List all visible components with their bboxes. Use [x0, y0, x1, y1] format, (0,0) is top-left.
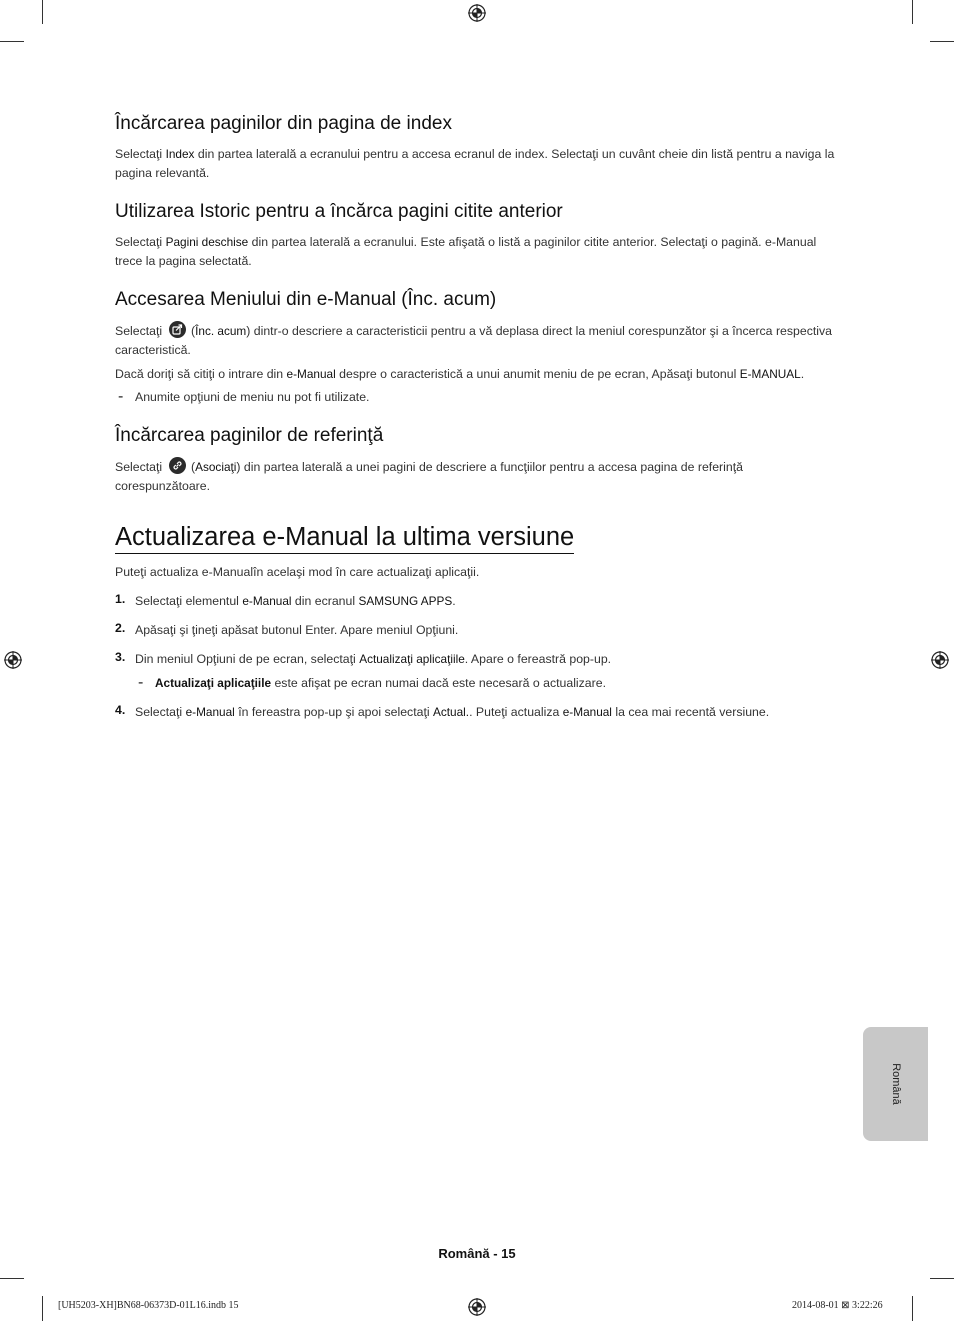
- list-item: 2. Apăsaţi şi ţineţi apăsat butonul Enter. Apare meniul Opţiuni.: [115, 621, 459, 637]
- intro-paragraph: Puteţi actualiza e-Manualîn acelaşi mod în care actualizaţi aplicaţii.: [115, 565, 480, 579]
- section-heading: Utilizarea Istoric pentru a încărca pagini citite anterior: [115, 201, 563, 222]
- crop-mark: [930, 41, 954, 42]
- list-item: 4. Selectaţi e-Manual în fereastra pop-up şi apoi selectaţi Actual.. Puteţi actualiza e-Manual la cea mai recentă versiune.: [115, 703, 770, 719]
- section-heading: Încărcarea paginilor din pagina de index: [115, 113, 452, 134]
- language-tab: [863, 1027, 928, 1141]
- crop-mark: [930, 1278, 954, 1279]
- register-mark-icon: [3, 650, 23, 670]
- section-reference: [115, 424, 841, 496]
- footer-file-info: [UH5203-XH]BN68-06373D-01L16.indb 15: [58, 1300, 239, 1311]
- register-mark-icon: [930, 650, 950, 670]
- list-item: 3. Din meniul Opţiuni de pe ecran, selectaţi Actualizaţi aplicaţiile. Apare o fereastră pop-up.: [115, 650, 612, 666]
- list-item: 1. Selectaţi elementul e-Manual din ecranul SAMSUNG APPS.: [115, 592, 456, 608]
- note: - Anumite opţiuni de meniu nu pot fi utilizate.: [118, 388, 370, 405]
- menu-term: Înc. acum: [195, 324, 247, 338]
- section-heading: Accesarea Meniului din e-Manual (Înc. acum): [115, 289, 497, 310]
- section-paragraph: Selectaţi Pagini deschise din partea laterală a ecranului. Este afişată o listă a paginilor citite anterior. Selectaţi o pagină. e-Manual trece la pagina selectată.: [115, 235, 817, 268]
- section-history: [115, 200, 841, 271]
- section-try-now: [115, 288, 841, 407]
- page-title: Actualizarea e-Manual la ultima versiune: [115, 522, 574, 554]
- menu-term: Index: [165, 147, 195, 161]
- try-now-icon: [169, 321, 186, 338]
- main-heading: [115, 522, 841, 554]
- section-paragraph: Selectaţi (Asociaţi) din partea laterală a unei pagini de descriere a funcţiilor pentru a accesa pagina de referinţă corespunzătoare.: [115, 457, 841, 496]
- register-mark-icon: [467, 3, 487, 23]
- crop-mark: [912, 1296, 913, 1321]
- menu-term: Pagini deschise: [165, 235, 249, 249]
- crop-mark: [0, 41, 24, 42]
- section-paragraph: Dacă doriţi să citiţi o intrare din e-Manual despre o caracteristică a unui anumit meniu de pe ecran, Apăsaţi butonul E-MANUAL.: [115, 367, 805, 381]
- section-heading: Încărcarea paginilor de referinţă: [115, 425, 384, 446]
- crop-mark: [912, 0, 913, 24]
- language-tab-label: Română: [889, 1063, 902, 1105]
- crop-mark: [42, 0, 43, 24]
- page-number: Română - 15: [438, 1246, 516, 1261]
- menu-term: Asociaţi: [195, 460, 237, 474]
- section-paragraph: Selectaţi (Înc. acum) dintr-o descriere a caracteristicii pentru a vă deplasa direct la meniul corespunzător şi a încerca respectiva caracteristică.: [115, 321, 841, 360]
- page-content: [115, 112, 841, 722]
- section-paragraph: Selectaţi Index din partea laterală a ecranului pentru a accesa ecranul de index. Selectaţi un cuvânt cheie din listă pentru a naviga la pagina relevantă.: [115, 147, 835, 180]
- link-icon: [169, 457, 186, 474]
- register-mark-icon: [467, 1297, 487, 1317]
- crop-mark: [42, 1296, 43, 1321]
- crop-mark: [0, 1278, 24, 1279]
- note: - Actualizaţi aplicaţiile este afişat pe ecran numai dacă este necesară o actualizare.: [138, 674, 606, 691]
- footer-timestamp: 2014-08-01 ⊠ 3:22:26: [792, 1300, 883, 1311]
- section-index: [115, 112, 841, 183]
